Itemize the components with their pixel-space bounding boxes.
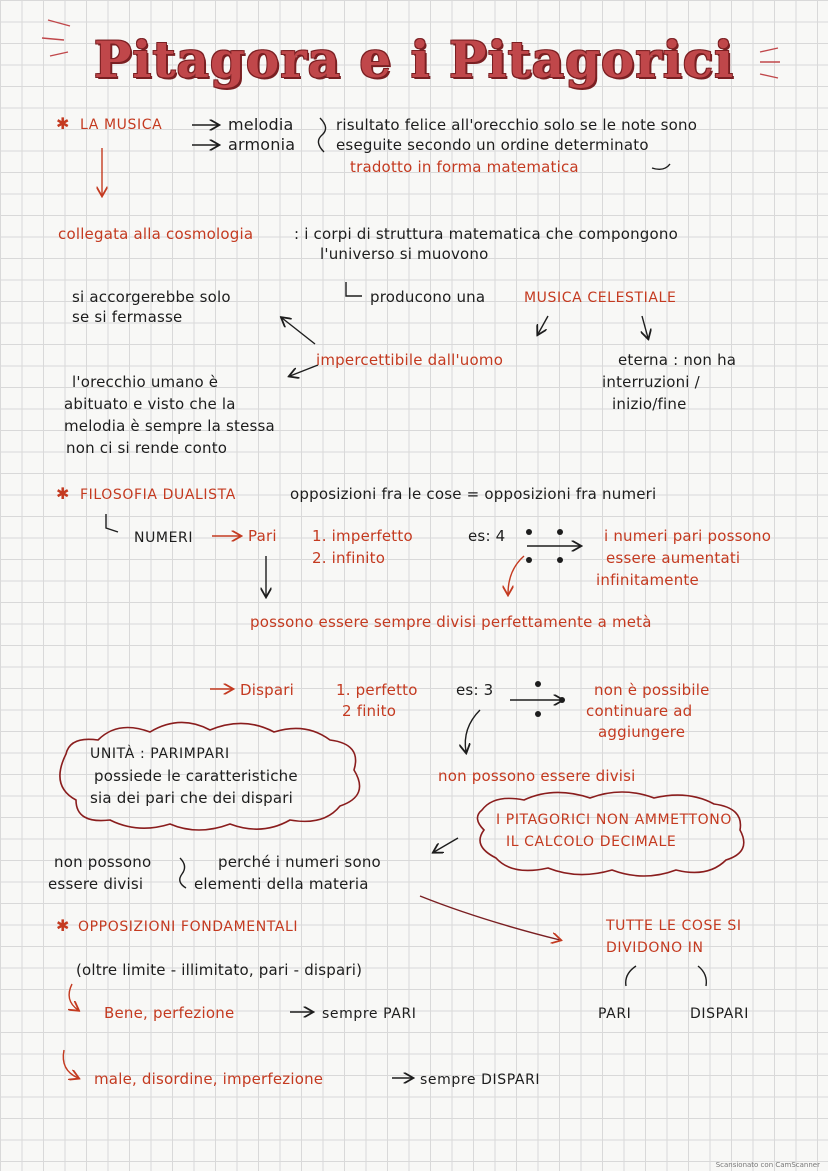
si-accorgerebbe-2: se si fermasse — [72, 308, 183, 326]
unita-text-2: sia dei pari che dei dispari — [90, 789, 294, 807]
oltre-text: (oltre limite - illimitato, pari - dispari) — [76, 961, 363, 979]
non-possono-text: non possono — [54, 853, 152, 871]
pari-note: i numeri pari possono — [604, 527, 772, 545]
decimale-note-2: IL CALCOLO DECIMALE — [506, 834, 677, 850]
opposizioni-text: opposizioni fra le cose = opposizioni fra numeri — [290, 485, 657, 503]
dispari-item-2: 2 finito — [342, 702, 397, 720]
pari-divisi-text: possono essere sempre divisi perfettamente a metà — [250, 613, 652, 631]
unita-heading: UNITÀ : PARIMPARI — [90, 746, 230, 762]
tradotto-text: tradotto in forma matematica — [350, 158, 579, 176]
melodia-label: melodia — [228, 115, 294, 134]
musica-heading: LA MUSICA — [80, 117, 163, 133]
si-accorgerebbe: si accorgerebbe solo — [72, 288, 231, 306]
risultato-text: risultato felice all'orecchio solo se le note sono — [336, 116, 698, 134]
numeri-label: NUMERI — [134, 530, 194, 546]
dispari-final: DISPARI — [690, 1006, 749, 1022]
cosmologia-text-2: l'universo si muovono — [320, 245, 489, 263]
opposizioni-heading: OPPOSIZIONI FONDAMENTALI — [78, 919, 299, 935]
impercettibile-text: impercettibile dall'uomo — [316, 351, 504, 369]
pari-label: Pari — [248, 527, 277, 545]
orecchio-text-3: melodia è sempre la stessa — [64, 417, 275, 435]
perche-text: perché i numeri sono — [218, 853, 381, 871]
orecchio-text-2: abituato e visto che la — [64, 395, 236, 413]
male-text: male, disordine, imperfezione — [94, 1070, 324, 1088]
es-4-label: es: 4 — [468, 527, 506, 545]
cosmologia-text: : i corpi di struttura matematica che compongono — [294, 225, 678, 243]
perche-text-2: elementi della materia — [194, 875, 369, 893]
pari-item-2: 2. infinito — [312, 549, 386, 567]
risultato-text-2: eseguite secondo un ordine determinato — [336, 136, 649, 154]
sempre-pari-text: sempre PARI — [322, 1006, 417, 1022]
orecchio-text-4: non ci si rende conto — [66, 439, 228, 457]
section-bullet-icon: ✱ — [56, 916, 70, 935]
section-bullet-icon: ✱ — [56, 484, 70, 503]
pari-item-1: 1. imperfetto — [312, 527, 413, 545]
dispari-note-2: continuare ad — [586, 702, 693, 720]
section-bullet-icon: ✱ — [56, 114, 70, 133]
decimale-note: I PITAGORICI NON AMMETTONO — [496, 812, 732, 828]
eterna-text-2: interruzioni / — [602, 373, 700, 391]
es-3-label: es: 3 — [456, 681, 494, 699]
non-divisi-text: non possono essere divisi — [438, 767, 636, 785]
sempre-dispari-text: sempre DISPARI — [420, 1072, 541, 1088]
dispari-note: non è possibile — [594, 681, 710, 699]
bene-text: Bene, perfezione — [104, 1004, 235, 1022]
dispari-label: Dispari — [240, 681, 294, 699]
dispari-note-3: aggiungere — [598, 723, 686, 741]
pari-note-3: infinitamente — [596, 571, 699, 589]
non-possono-text-2: essere divisi — [48, 875, 144, 893]
cosmologia-label: collegata alla cosmologia — [58, 225, 254, 243]
eterna-text-3: inizio/fine — [612, 395, 687, 413]
orecchio-text: l'orecchio umano è — [72, 373, 219, 391]
producono-text: producono una — [370, 288, 486, 306]
unita-text: possiede le caratteristiche — [94, 767, 298, 785]
scanner-footer: Scansionato con CamScanner — [715, 1161, 820, 1169]
pari-final: PARI — [598, 1006, 632, 1022]
armonia-label: armonia — [228, 135, 296, 154]
tutte-text: TUTTE LE COSE SI — [606, 918, 742, 934]
filosofia-heading: FILOSOFIA DUALISTA — [80, 487, 236, 503]
page-title: Pitagora e i Pitagorici — [93, 30, 735, 89]
pari-note-2: essere aumentati — [606, 549, 741, 567]
tutte-text-2: DIVIDONO IN — [606, 940, 704, 956]
musica-celestiale: MUSICA CELESTIALE — [524, 290, 677, 306]
eterna-text: eterna : non ha — [618, 351, 737, 369]
dispari-item-1: 1. perfetto — [336, 681, 418, 699]
